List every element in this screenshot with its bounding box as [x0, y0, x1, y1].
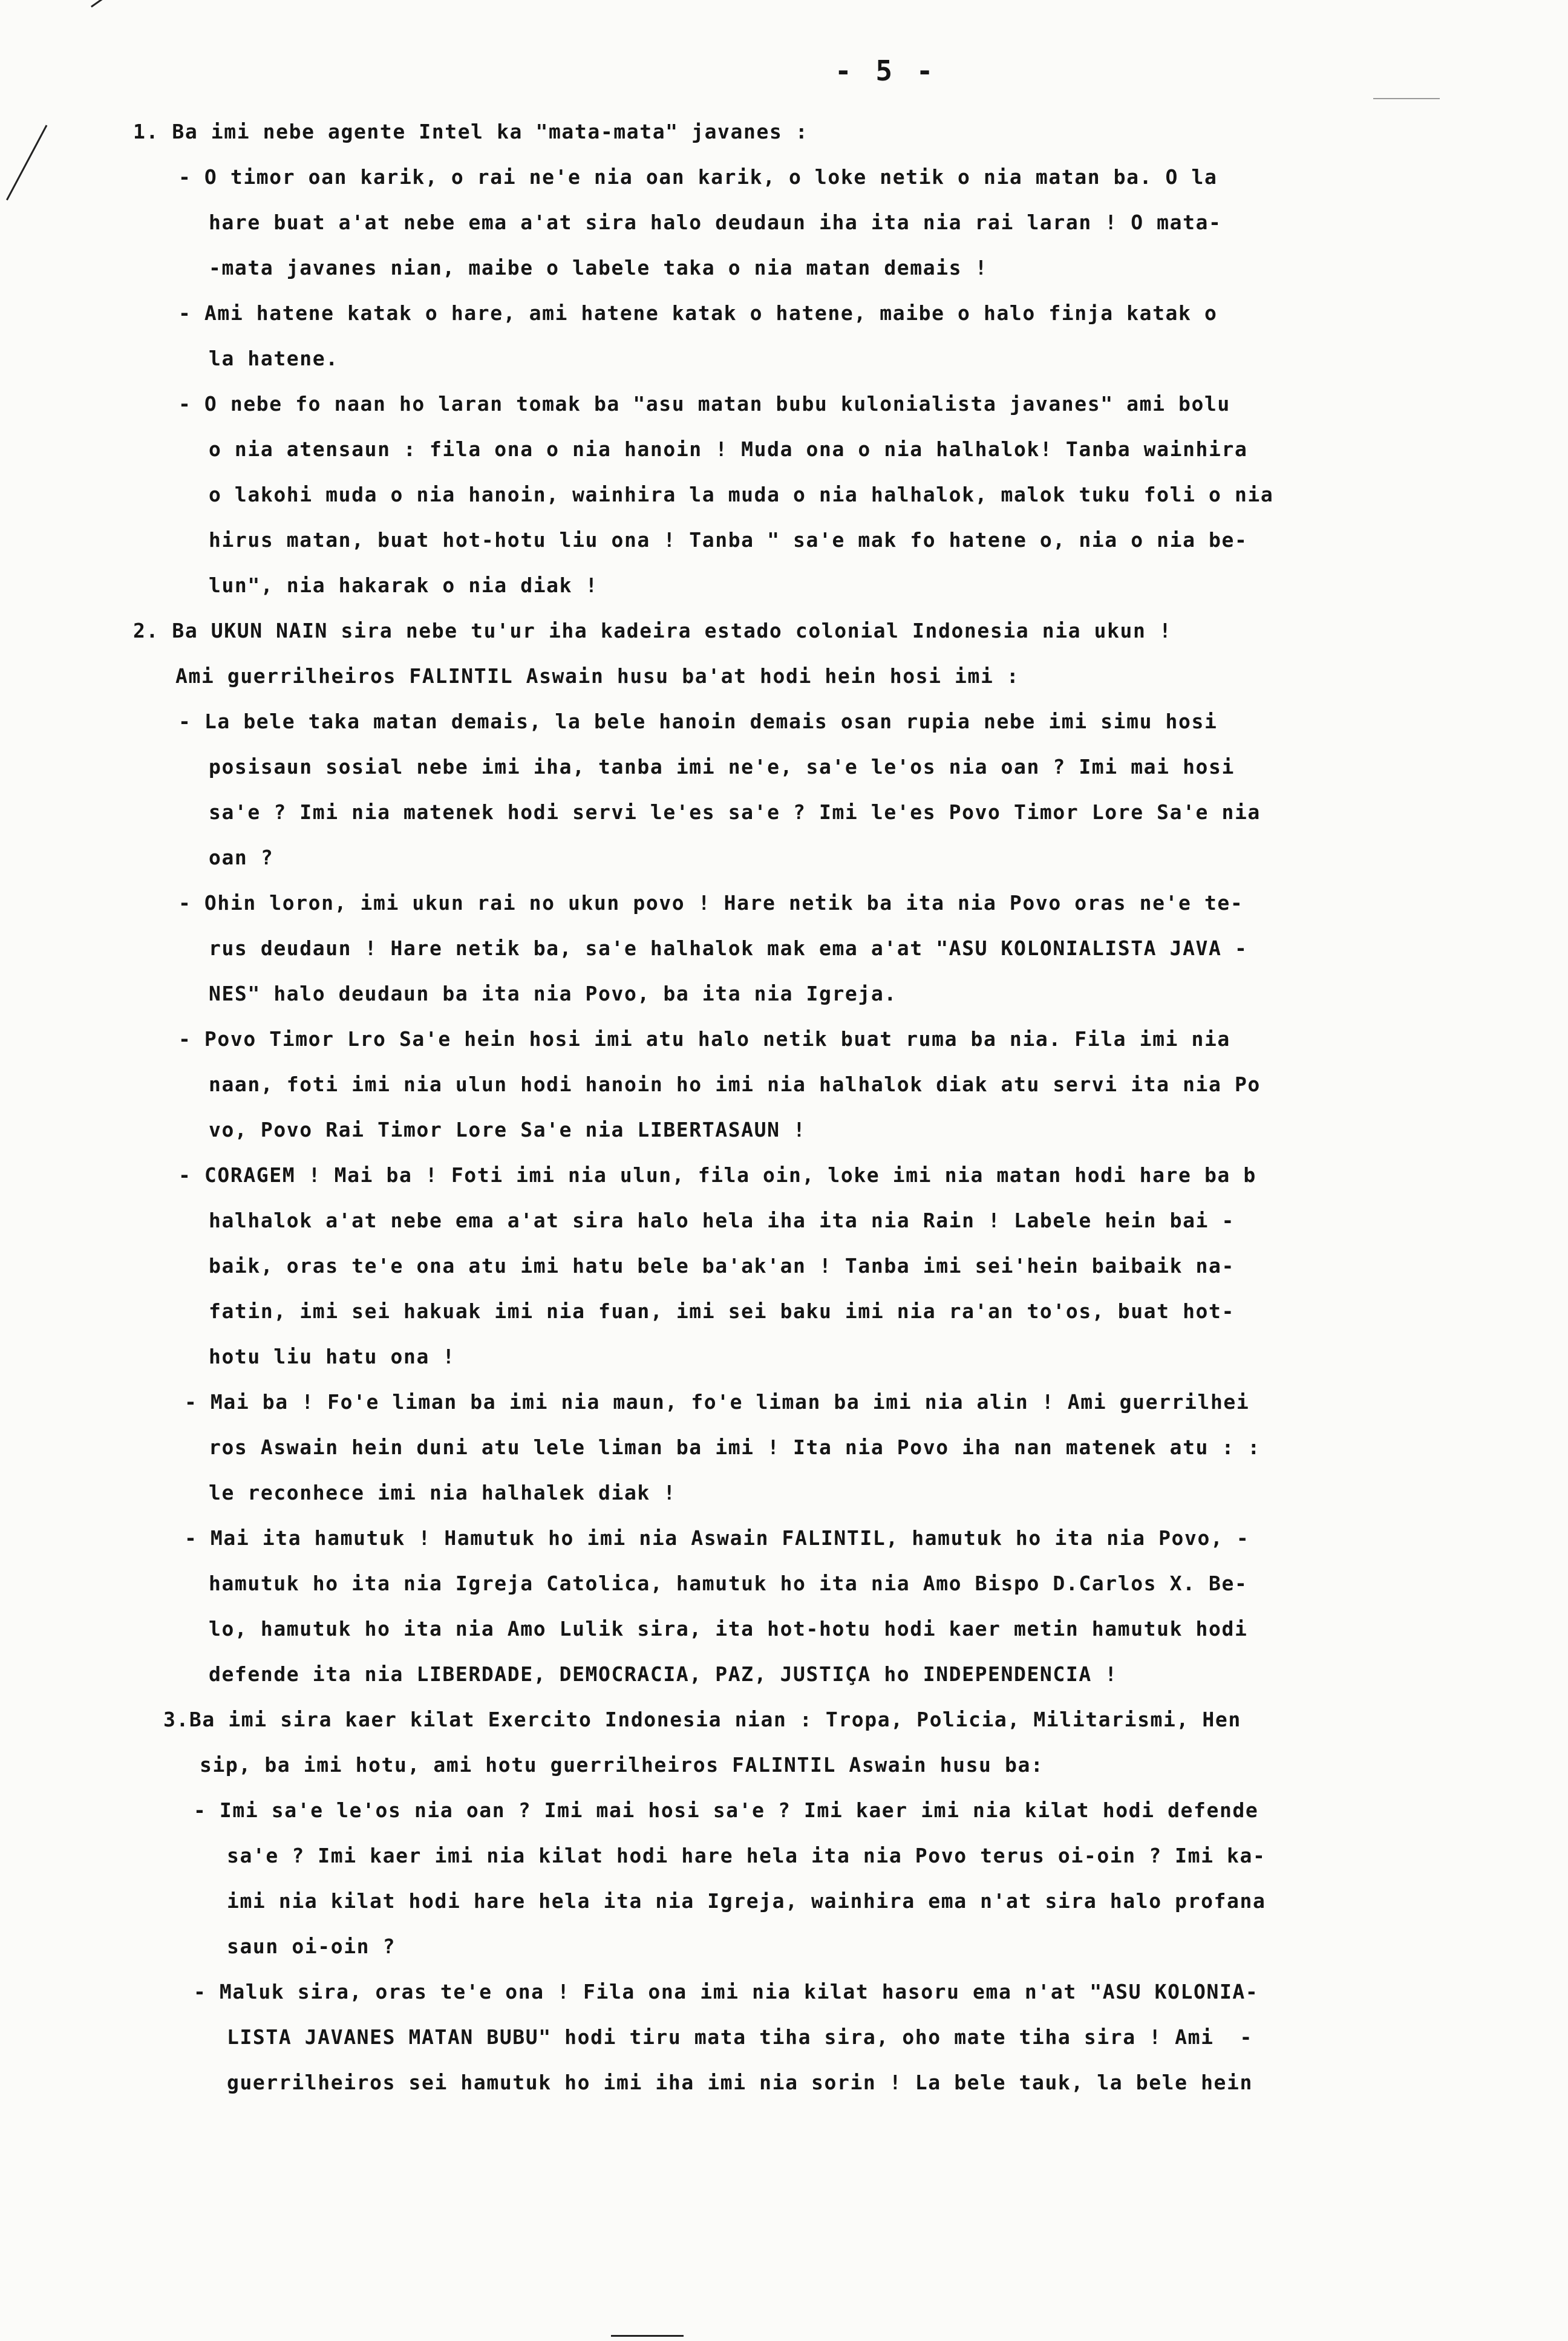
text-line: halhalok a'at nebe ema a'at sira halo hela iha ita nia Rain ! Labele hein bai - — [209, 1209, 1235, 1232]
text-line: posisaun sosial nebe imi iha, tanba imi ne'e, sa'e le'os nia oan ? Imi mai hosi — [209, 755, 1235, 779]
text-line: hare buat a'at nebe ema a'at sira halo deudaun iha ita nia rai laran ! O mata- — [209, 211, 1222, 234]
text-line: defende ita nia LIBERDADE, DEMOCRACIA, PAZ, JUSTIÇA ho INDEPENDENCIA ! — [209, 1662, 1118, 1686]
text-line: baik, oras te'e ona atu imi hatu bele ba'ak'an ! Tanba imi sei'hein baibaik na- — [209, 1254, 1235, 1278]
text-line: NES" halo deudaun ba ita nia Povo, ba ita nia Igreja. — [209, 982, 897, 1005]
text-line: hotu liu hatu ona ! — [209, 1345, 456, 1368]
text-line: lo, hamutuk ho ita nia Amo Lulik sira, ita hot-hotu hodi kaer metin hamutuk hodi — [209, 1617, 1248, 1641]
text-line: -mata javanes nian, maibe o labele taka o nia matan demais ! — [209, 256, 988, 279]
page-number: - 5 - — [835, 54, 937, 87]
text-line: - Mai ba ! Fo'e liman ba imi nia maun, fo'e liman ba imi nia alin ! Ami guerrilhei — [185, 1390, 1250, 1414]
text-line: sip, ba imi hotu, ami hotu guerrilheiros FALINTIL Aswain husu ba: — [200, 1753, 1044, 1777]
text-line: - Povo Timor Lro Sa'e hein hosi imi atu halo netik buat ruma ba nia. Fila imi nia — [178, 1027, 1230, 1051]
text-line: naan, foti imi nia ulun hodi hanoin ho imi nia halhalok diak atu servi ita nia Po — [209, 1073, 1261, 1096]
text-line: - La bele taka matan demais, la bele hanoin demais osan rupia nebe imi simu hosi — [178, 710, 1218, 733]
text-line: - Maluk sira, oras te'e ona ! Fila ona imi nia kilat hasoru ema n'at "ASU KOLONIA- — [194, 1980, 1259, 2003]
text-line: le reconhece imi nia halhalek diak ! — [209, 1481, 676, 1504]
text-line: - Ami hatene katak o hare, ami hatene katak o hatene, maibe o halo finja katak o — [178, 301, 1218, 325]
text-line: - Mai ita hamutuk ! Hamutuk ho imi nia Aswain FALINTIL, hamutuk ho ita nia Povo, - — [185, 1526, 1250, 1550]
text-line: Ami guerrilheiros FALINTIL Aswain husu ba'at hodi hein hosi imi : — [175, 664, 1020, 688]
text-line: hirus matan, buat hot-hotu liu ona ! Tanba " sa'e mak fo hatene o, nia o nia be- — [209, 528, 1248, 552]
text-line: vo, Povo Rai Timor Lore Sa'e nia LIBERTASAUN ! — [209, 1118, 806, 1141]
text-line: imi nia kilat hodi hare hela ita nia Igreja, wainhira ema n'at sira halo profana — [227, 1889, 1266, 1913]
footer-rule-mark — [611, 2335, 684, 2337]
text-line: - CORAGEM ! Mai ba ! Foti imi nia ulun, fila oin, loke imi nia matan hodi hare ba b — [178, 1163, 1256, 1187]
text-line: LISTA JAVANES MATAN BUBU" hodi tiru mata tiha sira, oho mate tiha sira ! Ami - — [227, 2025, 1253, 2049]
text-line: 2. Ba UKUN NAIN sira nebe tu'ur iha kadeira estado colonial Indonesia nia ukun ! — [133, 619, 1172, 642]
corner-pen-stroke — [91, 0, 171, 7]
text-line: oan ? — [209, 846, 274, 869]
text-line: hamutuk ho ita nia Igreja Catolica, hamutuk ho ita nia Amo Bispo D.Carlos X. Be- — [209, 1572, 1248, 1595]
text-line: - O timor oan karik, o rai ne'e nia oan karik, o loke netik o nia matan ba. O la — [178, 165, 1218, 189]
text-line: o nia atensaun : fila ona o nia hanoin ! Muda ona o nia halhalok! Tanba wainhira — [209, 437, 1248, 461]
text-line: - Ohin loron, imi ukun rai no ukun povo ! Hare netik ba ita nia Povo oras ne'e te- — [178, 891, 1244, 915]
text-line: saun oi-oin ? — [227, 1935, 396, 1958]
text-line: sa'e ? Imi nia matenek hodi servi le'es sa'e ? Imi le'es Povo Timor Lore Sa'e nia — [209, 800, 1261, 824]
text-line: sa'e ? Imi kaer imi nia kilat hodi hare hela ita nia Povo terus oi-oin ? Imi ka- — [227, 1844, 1266, 1867]
text-line: fatin, imi sei hakuak imi nia fuan, imi sei baku imi nia ra'an to'os, buat hot- — [209, 1299, 1235, 1323]
text-line: ros Aswain hein duni atu lele liman ba imi ! Ita nia Povo iha nan matenek atu : : — [209, 1435, 1261, 1459]
text-line: - O nebe fo naan ho laran tomak ba "asu matan bubu kulonialista javanes" ami bolu — [178, 392, 1230, 416]
text-line: guerrilheiros sei hamutuk ho imi iha imi nia sorin ! La bele tauk, la bele hein — [227, 2071, 1253, 2094]
header-rule-mark — [1373, 98, 1440, 99]
text-line: 3.Ba imi sira kaer kilat Exercito Indonesia nian : Tropa, Policia, Militarismi, Hen — [163, 1708, 1241, 1731]
text-line: lun", nia hakarak o nia diak ! — [209, 573, 599, 597]
text-line: o lakohi muda o nia hanoin, wainhira la muda o nia halhalok, malok tuku foli o nia — [209, 483, 1274, 506]
text-line: - Imi sa'e le'os nia oan ? Imi mai hosi sa'e ? Imi kaer imi nia kilat hodi defende — [194, 1798, 1259, 1822]
text-line: 1. Ba imi nebe agente Intel ka "mata-mata" javanes : — [133, 120, 809, 143]
text-line: rus deudaun ! Hare netik ba, sa'e halhalok mak ema a'at "ASU KOLONIALISTA JAVA - — [209, 936, 1248, 960]
margin-pen-stroke — [6, 125, 47, 200]
text-line: la hatene. — [209, 347, 339, 370]
